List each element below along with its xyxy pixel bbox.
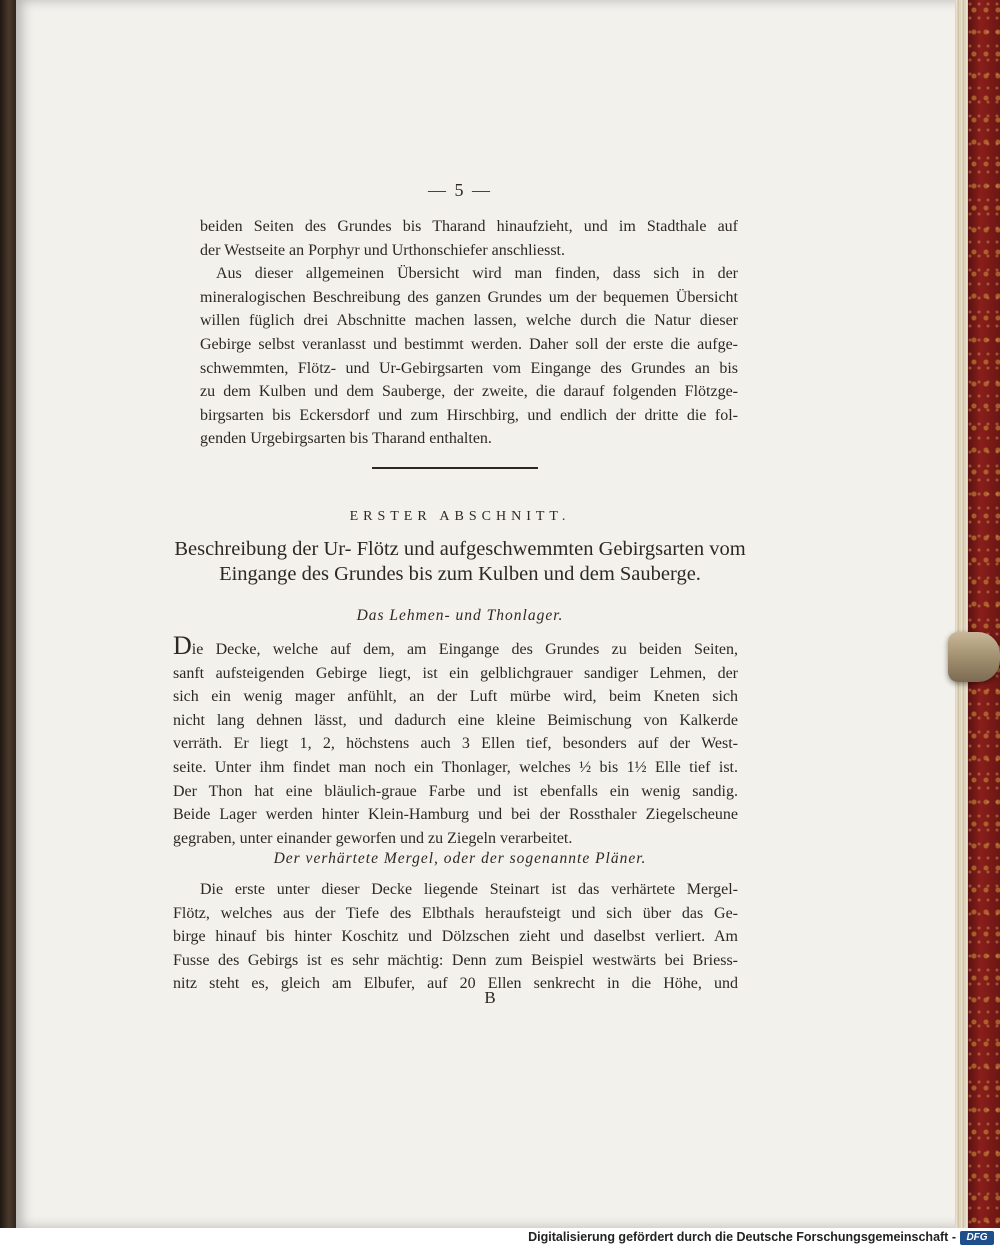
text-line: birge hinauf bis hinter Koschitz und Dölzschen zieht und daselbst verliert. Am (173, 928, 738, 946)
text-line-rest: ie Decke, welche auf dem, am Eingange des Grundes zu beiden Seiten, (191, 641, 738, 658)
section-heading: ERSTER ABSCHNITT. (349, 509, 571, 524)
text-line: Beide Lager werden hinter Klein-Hamburg und bei der Rossthaler Ziegelscheune (173, 806, 738, 824)
text-line: mineralogischen Beschreibung des ganzen Grundes um der bequemen Übersicht (200, 288, 738, 306)
text-line (173, 631, 738, 662)
text-line: gegraben, unter einander geworfen und zu Ziegeln verarbeitet. (173, 829, 573, 847)
text-line: nitz steht es, gleich am Elbufer, auf 20 Ellen senkrecht in die Höhe, und (173, 975, 738, 993)
text-line: zu dem Kulben und dem Sauberge, der zweite, die darauf folgenden Flötzge- (200, 383, 738, 401)
text-line: genden Urgebirgsarten bis Tharand enthalten. (200, 430, 492, 448)
text-line: Flötz, welches aus der Tiefe des Elbthals heraufsteigt und sich über das Ge- (173, 904, 738, 922)
drop-cap: D (173, 631, 192, 660)
text-line: Der Thon hat eine bläulich-graue Farbe und ist ebenfalls ein wenig sandig. (173, 782, 738, 800)
subsection-paragraph (173, 631, 738, 850)
subsection-title: Der verhärtete Mergel, oder der sogenannte Pläner. (273, 850, 647, 867)
text-line: der Westseite an Porphyr und Urthonschiefer anschliesst. (200, 241, 565, 259)
section-divider (372, 467, 538, 469)
subsection-title: Das Lehmen- und Thonlager. (356, 607, 564, 624)
section-title (130, 537, 790, 587)
subsection-paragraph (173, 878, 738, 996)
text-line: birgsarten bis Eckersdorf und zum Hirschbirg, und endlich der dritte die fol- (200, 406, 738, 424)
dfg-logo: DFG (960, 1231, 994, 1245)
text-line: schwemmten, Flötz- und Ur-Gebirgsarten vom Eingange des Grundes an bis (200, 359, 738, 377)
text-line: seite. Unter ihm findet man noch ein Thonlager, welches ½ bis 1½ Elle tief ist. (173, 758, 738, 776)
footer-bar (0, 1228, 1000, 1249)
text-line: beiden Seiten des Grundes bis Tharand hinaufzieht, und im Stadthale auf (200, 218, 738, 235)
marbled-cover (968, 0, 1000, 1228)
intro-paragraph (200, 215, 738, 451)
text-line: Fusse des Gebirgs ist es sehr mächtig: Denn zum Beispiel westwärts bei Briess- (173, 951, 738, 969)
signature-mark: B (484, 988, 496, 1007)
footer-text: Digitalisierung gefördert durch die Deutsche Forschungsgemeinschaft - (528, 1230, 956, 1244)
text-line: Die erste unter dieser Decke liegende Steinart ist das verhärtete Mergel- (200, 881, 738, 898)
section-title-line: Beschreibung der Ur- Flötz und aufgeschwemmten Gebirgsarten vom (174, 538, 746, 560)
text-line: verräth. Er liegt 1, 2, höchstens auch 3 Ellen tief, besonders auf der West- (173, 735, 738, 753)
text-line: nicht lang dehnen lässt, und dadurch eine kleine Beimischung von Kalkerde (173, 711, 738, 729)
text-line: sanft aufsteigenden Gebirge liegt, ist ein gelblichgrauer sandiger Lehmen, der (173, 664, 738, 682)
section-title-line: Eingange des Grundes bis zum Kulben und dem Sauberge. (219, 563, 701, 585)
text-line: sich ein wenig mager anfühlt, an der Luft mürbe wird, beim Kneten sich (173, 688, 738, 706)
text-line: willen füglich drei Abschnitte machen lassen, welche durch die Natur dieser (200, 312, 738, 330)
page-number: — 5 — (428, 180, 492, 200)
text-line: Aus dieser allgemeinen Übersicht wird man finden, dass sich in der (216, 265, 738, 283)
text-line: Gebirge selbst veranlasst und bestimmt werden. Daher soll der erste die aufge- (200, 335, 738, 353)
page-clip (948, 632, 1000, 682)
